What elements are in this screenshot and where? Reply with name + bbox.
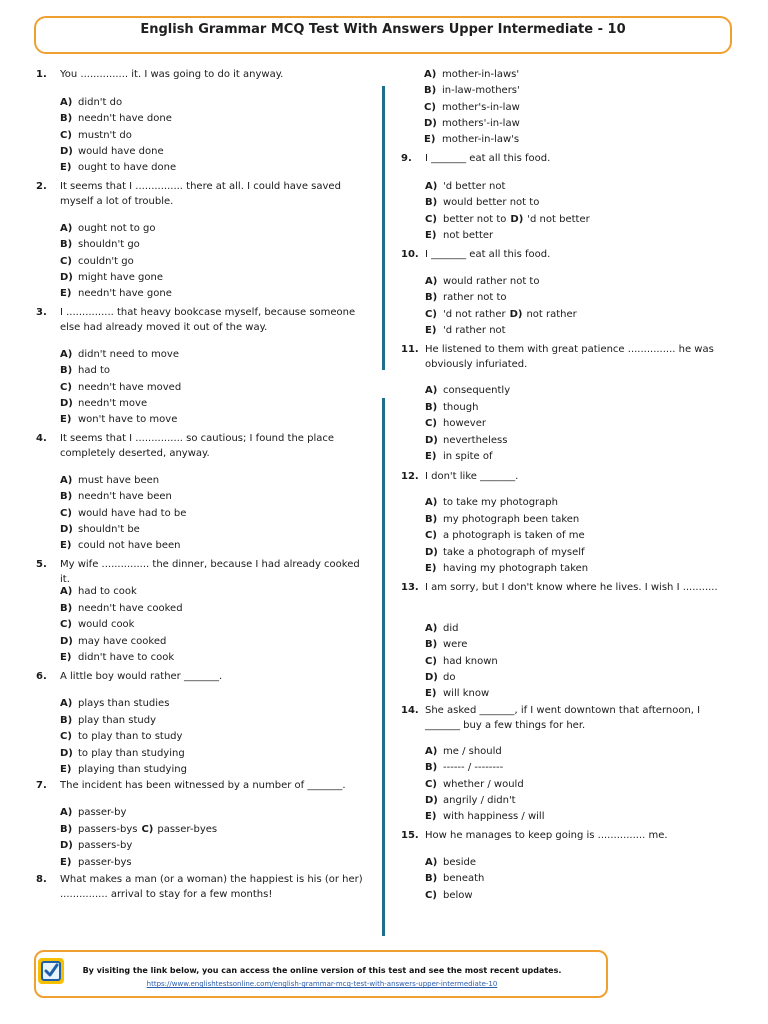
answer-option[interactable] <box>425 794 516 808</box>
option-text: beneath <box>443 873 485 885</box>
option-text: could not have been <box>78 540 181 552</box>
option-letter: E) <box>425 688 437 700</box>
option-letter: B) <box>425 873 438 885</box>
answer-option[interactable] <box>424 84 520 98</box>
option-text: might have gone <box>78 271 163 283</box>
answer-option[interactable] <box>60 474 159 488</box>
answer-option[interactable] <box>60 823 217 837</box>
page-title: English Grammar MCQ Test With Answers Upper Intermediate - 10 <box>140 22 626 37</box>
answer-option[interactable] <box>60 602 183 616</box>
column-divider-lower <box>382 398 385 936</box>
answer-option[interactable] <box>425 872 484 886</box>
option-letter: C) <box>425 778 437 790</box>
option-letter: B) <box>425 401 438 413</box>
question-number: 4. <box>36 433 47 444</box>
option-text: below <box>443 889 473 901</box>
option-text: shouldn't be <box>78 523 140 535</box>
question-number: 10. <box>401 249 419 260</box>
option-text: however <box>443 418 486 429</box>
question-text: It seems that I ............... so cautious; I found the place completely deserted, anyway. <box>60 433 335 459</box>
answer-option[interactable] <box>425 655 498 669</box>
option-text: needn't have done <box>78 113 172 125</box>
option-letter: E) <box>425 451 437 462</box>
option-text: did <box>443 623 459 634</box>
answer-option[interactable] <box>425 229 493 243</box>
option-text: beside <box>443 857 476 868</box>
option-letter: B) <box>425 762 438 774</box>
footer-link[interactable]: https://www.englishtestsonline.com/english-grammar-mcq-test-with-answers-upper-intermediate-10 <box>146 980 498 988</box>
option-letter: C) <box>425 655 437 667</box>
option-letter: C) <box>425 213 437 225</box>
column-divider-upper <box>382 86 385 370</box>
option-text: had to cook <box>78 586 137 597</box>
option-letter: D) <box>510 213 524 225</box>
option-letter: B) <box>425 197 438 209</box>
option-letter: C) <box>425 308 437 320</box>
option-text: had known <box>443 655 498 667</box>
answer-option[interactable] <box>60 585 137 599</box>
option-letter: D) <box>60 271 73 283</box>
question-number: 3. <box>36 307 47 318</box>
option-letter: B) <box>425 513 438 525</box>
answer-option[interactable] <box>60 714 156 728</box>
title-box <box>34 16 732 54</box>
option-letter: B) <box>60 113 73 125</box>
option-text: 'd not better <box>527 213 590 225</box>
question-text: I _______ eat all this food. <box>425 153 551 164</box>
answer-option[interactable] <box>425 761 503 775</box>
option-text: though <box>443 401 479 413</box>
answer-option[interactable] <box>425 450 493 464</box>
answer-option[interactable] <box>425 324 506 338</box>
option-text: better not to <box>443 213 507 225</box>
answer-option[interactable] <box>425 687 489 701</box>
option-text: needn't have been <box>78 491 172 503</box>
option-text: would rather not to <box>443 276 540 287</box>
option-text: do <box>443 671 456 683</box>
option-text: playing than studying <box>78 764 187 775</box>
option-letter: A) <box>60 349 73 360</box>
option-letter: E) <box>424 134 436 146</box>
option-letter: C) <box>141 823 154 835</box>
option-text: ought to have done <box>78 162 177 174</box>
question-number: 15. <box>401 830 419 841</box>
option-text: would have done <box>78 145 164 157</box>
option-text: passers-bys <box>78 823 138 835</box>
option-text: needn't move <box>78 397 148 409</box>
question-text: A little boy would rather _______. <box>60 671 223 682</box>
option-letter: A) <box>425 746 438 757</box>
option-text: needn't have gone <box>78 288 172 300</box>
answer-option[interactable] <box>60 523 140 537</box>
option-letter: A) <box>60 586 73 597</box>
answer-option[interactable] <box>425 180 505 194</box>
option-letter: C) <box>60 255 72 267</box>
option-text: ------ / -------- <box>443 762 504 774</box>
option-text: would cook <box>78 619 135 630</box>
answer-option[interactable] <box>425 622 458 636</box>
answer-option[interactable] <box>60 651 174 665</box>
option-text: couldn't go <box>78 255 134 267</box>
answer-option[interactable] <box>425 856 476 870</box>
question-number: 13. <box>401 582 419 593</box>
option-letter: B) <box>60 239 73 251</box>
answer-option[interactable] <box>425 745 502 759</box>
answer-option[interactable] <box>60 112 172 126</box>
option-text: not rather <box>526 308 577 320</box>
option-letter: A) <box>425 497 438 508</box>
option-letter: D) <box>425 794 438 806</box>
option-letter: D) <box>60 145 73 157</box>
question-number: 11. <box>401 344 419 355</box>
answer-option[interactable] <box>60 539 181 553</box>
answer-option[interactable] <box>425 384 510 398</box>
option-text: angrily / didn't <box>443 794 516 806</box>
option-text: must have been <box>78 475 160 486</box>
option-letter: E) <box>60 540 72 552</box>
answer-option[interactable] <box>60 806 126 820</box>
answer-option[interactable] <box>60 856 132 870</box>
answer-option[interactable] <box>425 434 507 448</box>
checkbox-logo-icon <box>38 958 64 984</box>
option-text: will know <box>443 688 490 700</box>
option-letter: E) <box>60 414 72 426</box>
answer-option[interactable] <box>60 287 172 301</box>
answer-option[interactable] <box>60 364 110 378</box>
option-letter: A) <box>60 475 73 486</box>
option-letter: C) <box>60 381 72 393</box>
question-text: He listened to them with great patience ............... he was obviously infuriated. <box>425 344 714 370</box>
option-text: in spite of <box>443 451 493 462</box>
question-text: She asked _______, if I went downtown that afternoon, I _______ buy a few things for her. <box>425 705 701 731</box>
option-letter: A) <box>60 698 73 709</box>
question-number: 14. <box>401 705 419 716</box>
question-number: 9. <box>401 153 412 164</box>
option-text: to play than to study <box>78 731 183 742</box>
question-text: I don't like _______. <box>425 471 519 482</box>
question-text: My wife ............... the dinner, because I had already cooked it. <box>60 559 360 585</box>
option-letter: D) <box>425 671 438 683</box>
option-text: would better not to <box>443 197 540 209</box>
option-text: 'd rather not <box>443 324 506 336</box>
option-text: shouldn't go <box>78 239 140 251</box>
question-text: I _______ eat all this food. <box>425 249 551 260</box>
question-number: 5. <box>36 559 47 570</box>
option-letter: D) <box>425 434 438 446</box>
option-text: needn't have cooked <box>78 602 183 614</box>
answer-option[interactable] <box>60 839 132 853</box>
option-letter: A) <box>425 857 438 868</box>
option-text: had to <box>78 365 111 377</box>
answer-option[interactable] <box>424 117 520 131</box>
answer-option[interactable] <box>425 291 507 305</box>
answer-option[interactable] <box>425 529 585 543</box>
option-letter: B) <box>60 491 73 503</box>
option-text: passer-bys <box>78 856 132 868</box>
option-letter: D) <box>60 635 73 647</box>
option-letter: E) <box>425 563 437 574</box>
option-letter: C) <box>424 101 436 113</box>
option-text: nevertheless <box>443 434 508 446</box>
option-letter: E) <box>60 162 72 174</box>
option-text: 'd not rather <box>443 308 506 320</box>
option-letter: A) <box>425 276 438 287</box>
option-letter: A) <box>425 181 438 192</box>
answer-option[interactable] <box>425 401 478 415</box>
option-letter: C) <box>425 418 437 429</box>
option-text: with happiness / will <box>443 811 545 823</box>
answer-option[interactable] <box>60 747 185 761</box>
answer-option[interactable] <box>60 129 132 143</box>
answer-option[interactable] <box>425 213 590 227</box>
option-text: having my photograph taken <box>443 563 589 574</box>
answer-option[interactable] <box>60 381 181 395</box>
option-letter: D) <box>425 546 438 558</box>
option-text: didn't have to cook <box>78 652 175 663</box>
question-text: You ............... it. I was going to do it anyway. <box>60 69 284 80</box>
question-number: 1. <box>36 69 47 80</box>
option-text: to play than studying <box>78 747 185 759</box>
option-text: passers-by <box>78 840 133 851</box>
answer-option[interactable] <box>424 68 519 82</box>
answer-option[interactable] <box>425 889 473 903</box>
question-number: 7. <box>36 780 47 791</box>
answer-option[interactable] <box>424 101 520 115</box>
option-letter: B) <box>60 365 73 377</box>
answer-option[interactable] <box>425 513 579 527</box>
answer-option[interactable] <box>425 417 486 431</box>
answer-option[interactable] <box>60 618 134 632</box>
answer-option[interactable] <box>60 161 176 175</box>
answer-option[interactable] <box>60 271 163 285</box>
option-letter: C) <box>425 530 437 541</box>
option-letter: A) <box>425 385 438 396</box>
option-text: in-law-mothers' <box>442 85 520 97</box>
answer-option[interactable] <box>425 778 524 792</box>
option-letter: A) <box>60 807 73 818</box>
footer-text: By visiting the link below, you can access the online version of this test and see the most recent updates. <box>82 966 562 975</box>
option-text: consequently <box>443 385 511 396</box>
option-letter: B) <box>60 602 73 614</box>
option-letter: D) <box>60 397 73 409</box>
answer-option[interactable] <box>60 145 164 159</box>
question-text: I am sorry, but I don't know where he lives. I wish I ........... <box>425 582 718 593</box>
answer-option[interactable] <box>60 238 140 252</box>
question-number: 2. <box>36 181 47 192</box>
option-letter: C) <box>60 507 72 519</box>
option-letter: C) <box>60 129 72 141</box>
answer-option[interactable] <box>60 507 186 521</box>
option-letter: B) <box>425 292 438 304</box>
question-number: 6. <box>36 671 47 682</box>
answer-option[interactable] <box>60 763 187 777</box>
option-letter: C) <box>60 731 72 742</box>
option-text: won't have to move <box>78 414 178 426</box>
option-letter: E) <box>425 324 437 336</box>
option-letter: B) <box>60 823 73 835</box>
answer-option[interactable] <box>425 638 467 652</box>
answer-option[interactable] <box>60 348 179 362</box>
question-text: The incident has been witnessed by a number of _______. <box>60 780 346 791</box>
answer-option[interactable] <box>425 562 588 576</box>
answer-option[interactable] <box>425 671 455 685</box>
answer-option[interactable] <box>60 697 169 711</box>
answer-option[interactable] <box>60 397 147 411</box>
option-letter: B) <box>60 714 73 726</box>
option-letter: C) <box>60 619 72 630</box>
answer-option[interactable] <box>425 308 577 322</box>
option-letter: B) <box>424 85 437 97</box>
question-number: 8. <box>36 874 47 885</box>
option-text: passer-by <box>78 807 127 818</box>
option-letter: A) <box>60 223 73 234</box>
answer-option[interactable] <box>425 810 544 824</box>
option-letter: E) <box>60 652 72 663</box>
option-text: mothers'-in-law <box>442 117 520 129</box>
option-text: rather not to <box>443 292 507 304</box>
option-letter: D) <box>60 747 73 759</box>
option-letter: D) <box>509 308 523 320</box>
option-text: mother-in-laws' <box>442 69 520 80</box>
option-text: mustn't do <box>78 129 132 141</box>
option-letter: E) <box>60 856 72 868</box>
answer-option[interactable] <box>60 413 177 427</box>
option-letter: E) <box>60 288 72 300</box>
option-text: mother's-in-law <box>442 101 520 113</box>
option-text: a photograph is taken of me <box>443 530 585 541</box>
option-letter: C) <box>425 889 437 901</box>
answer-option[interactable] <box>60 730 182 744</box>
answer-option[interactable] <box>425 496 558 510</box>
option-text: not better <box>443 229 494 241</box>
option-text: may have cooked <box>78 635 167 647</box>
answer-option[interactable] <box>425 196 539 210</box>
option-letter: E) <box>425 229 437 241</box>
option-letter: E) <box>425 811 437 823</box>
answer-option[interactable] <box>60 635 166 649</box>
question-text: What makes a man (or a woman) the happiest is his (or her) ............... arrival to stay for a few months! <box>60 874 363 900</box>
option-text: were <box>443 639 468 651</box>
option-letter: D) <box>60 523 73 535</box>
option-text: passer-byes <box>157 823 218 835</box>
answer-option[interactable] <box>424 133 519 147</box>
question-text: How he manages to keep going is ............... me. <box>425 830 668 841</box>
option-text: 'd better not <box>443 181 506 192</box>
option-text: didn't need to move <box>78 349 179 360</box>
option-text: mother-in-law's <box>442 134 520 146</box>
option-text: to take my photograph <box>443 497 558 508</box>
option-letter: E) <box>60 764 72 775</box>
answer-option[interactable] <box>425 275 539 289</box>
answer-option[interactable] <box>60 490 172 504</box>
answer-option[interactable] <box>60 255 134 269</box>
option-text: plays than studies <box>78 698 170 709</box>
option-text: would have had to be <box>78 507 187 519</box>
answer-option[interactable] <box>60 222 155 236</box>
option-letter: B) <box>425 639 438 651</box>
option-text: ought not to go <box>78 223 156 234</box>
option-letter: D) <box>424 117 437 129</box>
option-letter: A) <box>425 623 438 634</box>
option-text: me / should <box>443 746 502 757</box>
option-text: play than study <box>78 714 156 726</box>
option-text: didn't do <box>78 97 123 108</box>
option-letter: D) <box>60 840 73 851</box>
answer-option[interactable] <box>60 96 122 110</box>
option-letter: A) <box>60 97 73 108</box>
option-text: needn't have moved <box>78 381 182 393</box>
answer-option[interactable] <box>425 546 585 560</box>
option-text: my photograph been taken <box>443 513 580 525</box>
question-text: It seems that I ............... there at all. I could have saved myself a lot of trouble. <box>60 181 341 207</box>
option-text: whether / would <box>443 778 524 790</box>
question-number: 12. <box>401 471 419 482</box>
option-text: take a photograph of myself <box>443 546 585 558</box>
question-text: I ............... that heavy bookcase myself, because someone else had already moved it out of the way. <box>60 307 356 333</box>
option-letter: A) <box>424 69 437 80</box>
